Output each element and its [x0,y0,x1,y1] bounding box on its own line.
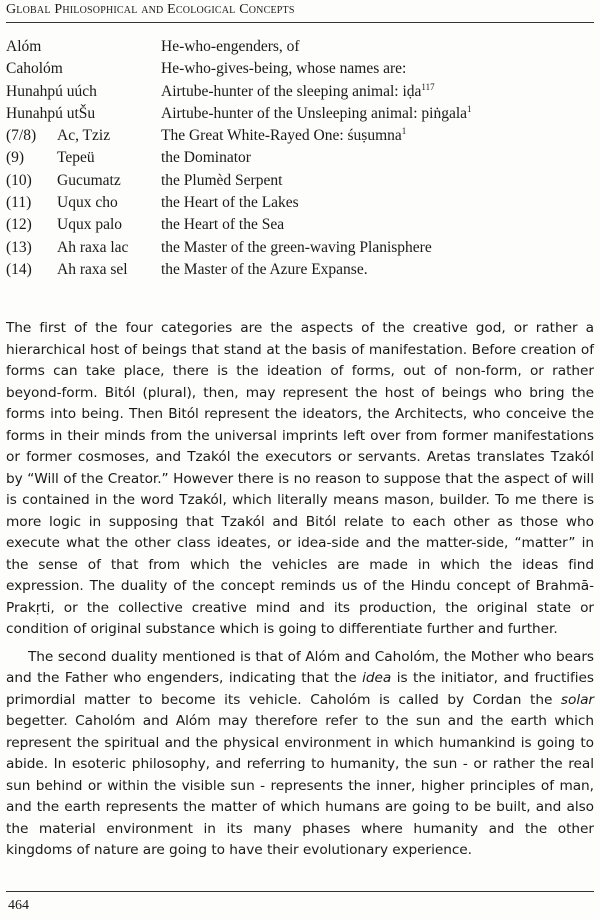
glossary-term: Alóm [6,38,42,55]
glossary-term: Ah raxa lac [57,238,129,256]
glossary-number: (9) [6,149,25,167]
glossary-number: (11) [6,194,32,212]
glossary-list [6,38,594,283]
glossary-term: Uqux cho [57,194,118,212]
glossary-definition-text: He-who-gives-being, whose names are: [161,60,407,78]
glossary-definition [161,194,299,212]
glossary-term: Hunahpú uúch [6,82,97,100]
glossary-term: Hunahpú utŠu [6,104,96,122]
glossary-definition-text: He-who-engenders, of [161,38,300,55]
glossary-definition-text: Airtube-hunter of the Unsleeping animal: piṅgala [161,104,468,122]
glossary-row [6,127,594,149]
glossary-definition [161,261,368,279]
footer-rule [6,891,594,892]
glossary-definition [161,239,432,257]
glossary-definition [161,83,435,101]
glossary-definition-text: the Heart of the Lakes [161,194,299,212]
paragraph-2-text-b: is the initiator, and fructifies primordial matter to become its vehicle. Caholóm is called by Cordan the [6,670,594,708]
page-number: 464 [8,898,29,913]
glossary-term: Tepeü [57,149,95,167]
glossary-row [6,83,594,105]
glossary-number: (10) [6,171,32,189]
glossary-definition [161,127,406,145]
glossary-term: Ac, Tziz [57,127,111,145]
emphasis-idea: idea [362,670,392,686]
glossary-term: Gucumatz [57,171,121,189]
glossary-row [6,216,594,238]
glossary-definition-text: the Master of the Azure Expanse. [161,260,368,278]
footnote-marker: 1 [401,126,407,137]
glossary-number: (12) [6,216,32,234]
glossary-definition-text: The Great White-Rayed One: śuṣumna [161,127,402,145]
running-header [6,0,594,23]
glossary-definition-text: the Plumèd Serpent [161,171,283,189]
glossary-term: Caholóm [6,60,63,78]
glossary-row [6,149,594,171]
glossary-number: (14) [6,260,32,278]
emphasis-solar: solar [560,691,594,708]
glossary-definition-text: the Dominator [161,149,251,167]
glossary-definition [161,38,300,56]
glossary-definition [161,216,284,234]
glossary-term: Ah raxa sel [57,260,128,278]
glossary-definition [161,149,251,167]
footnote-marker: 1 [467,103,472,114]
glossary-row [6,105,594,127]
glossary-definition [161,105,472,123]
footnote-marker: 117 [421,81,435,92]
glossary-number: (7/8) [6,127,37,145]
glossary-number: (13) [6,238,32,256]
glossary-term: Uqux palo [57,216,123,234]
glossary-row [6,172,594,194]
paragraph-2 [6,647,594,862]
glossary-definition-text: the Master of the green-waving Planisphere [161,238,432,256]
glossary-definition-text: Airtube-hunter of the sleeping animal: iḍa [161,82,422,100]
glossary-row [6,239,594,261]
paragraph-2-text-c: begetter. Caholóm and Alóm may therefore refer to the sun and the earth which represent the spiritual and the physical environment in which humankind is going to abide. In esoteric philosophy, and referring to humanity, the sun - or rather the real sun behind or within the visible sun - represents the inner, higher principles of man, and the earth represents the matter of which humans are going to be built, and also the material environment in its many phases where humanity and the other kingdoms of nature are going to have their evolutionary experience. [6,713,594,858]
paragraph-1: The first of the four categories are the aspects of the creative god, or rather a hierarchical host of beings that stand at the basis of manifestation. Before creation of forms can take place, there is the ideation of forms, out of non-form, or rather beyond-form. Bitól (plural), then, may represent the host of beings who bring the forms into being. Then Bitól represent the ideators, the Architects, who conceive the forms in their minds from the universal imprints left over from former manifestations or former cosmoses, and Tzakól the executors or servants. Aretas translates Tzakól by “Will of the Creator.” However there is no reason to suppose that the aspect of will is contained in the word Tzakól, which literally means mason, builder. To me there is more logic in supposing that Tzakól and Bitól relate to each other as those who execute what the other class ideates, or idea-side and the matter-side, “matter” in the sense of that from which the vehicles are made in which the ideas find expression. The duality of the concept reminds us of the Hindu concept of Brahmā-Prakṛti, or the collective creative mind and its production, the original state or condition of original substance which is going to differentiate further and further. [6,320,594,637]
paragraph-2-text-a: The second duality mentioned is that of Alóm and Caholóm, the Mother who bears and the Father who engenders, indicating that the [6,648,594,686]
glossary-definition [161,60,406,78]
glossary-row [6,38,594,60]
glossary-row [6,261,594,283]
glossary-row [6,60,594,82]
glossary-definition [161,172,282,190]
running-header-title: Global Philosophical and Ecological Concepts [6,2,295,17]
body-text [6,318,594,862]
glossary-definition-text: the Heart of the Sea [161,216,285,234]
glossary-row [6,194,594,216]
